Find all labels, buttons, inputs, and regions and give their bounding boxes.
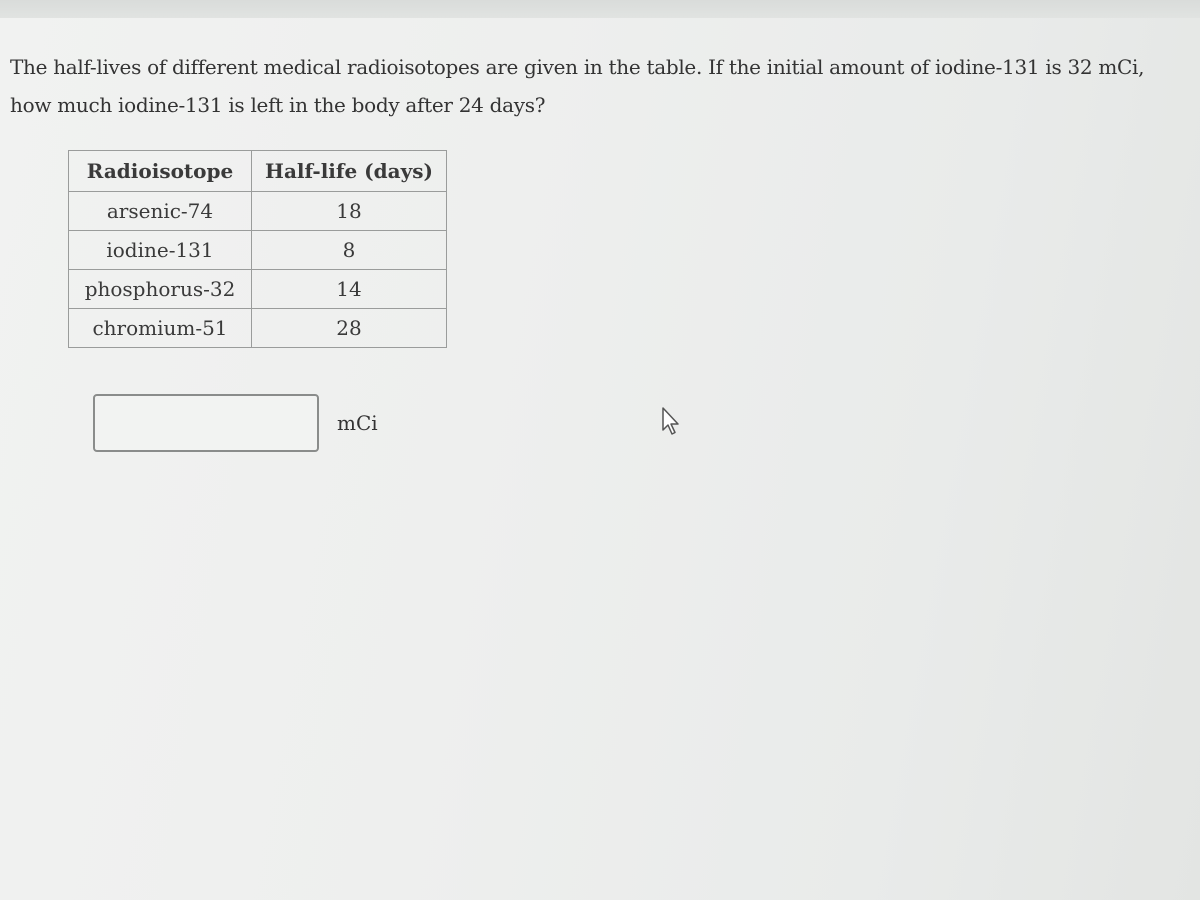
screen (0, 18, 1200, 900)
half-life-cell: 14 (252, 270, 447, 309)
answer-input[interactable] (93, 394, 319, 452)
radioisotope-cell: chromium-51 (69, 309, 252, 348)
column-header-radioisotope: Radioisotope (69, 151, 252, 192)
half-life-cell: 18 (252, 192, 447, 231)
table-row (69, 309, 447, 348)
half-life-cell: 8 (252, 231, 447, 270)
question-text: The half-lives of different medical radioisotopes are given in the table. If the initial amount of iodine-131 is 32 mCi, how much iodine-131 is left in the body after 24 days? (10, 55, 1145, 117)
mouse-pointer-icon (660, 406, 684, 438)
table-header-row (69, 151, 447, 192)
half-life-table (68, 150, 447, 348)
radioisotope-cell: iodine-131 (69, 231, 252, 270)
table-row (69, 270, 447, 309)
table-row (69, 231, 447, 270)
column-header-half-life: Half-life (days) (252, 151, 447, 192)
radioisotope-cell: phosphorus-32 (69, 270, 252, 309)
answer-unit-label: mCi (337, 411, 378, 435)
half-life-cell: 28 (252, 309, 447, 348)
radioisotope-cell: arsenic-74 (69, 192, 252, 231)
table-row (69, 192, 447, 231)
